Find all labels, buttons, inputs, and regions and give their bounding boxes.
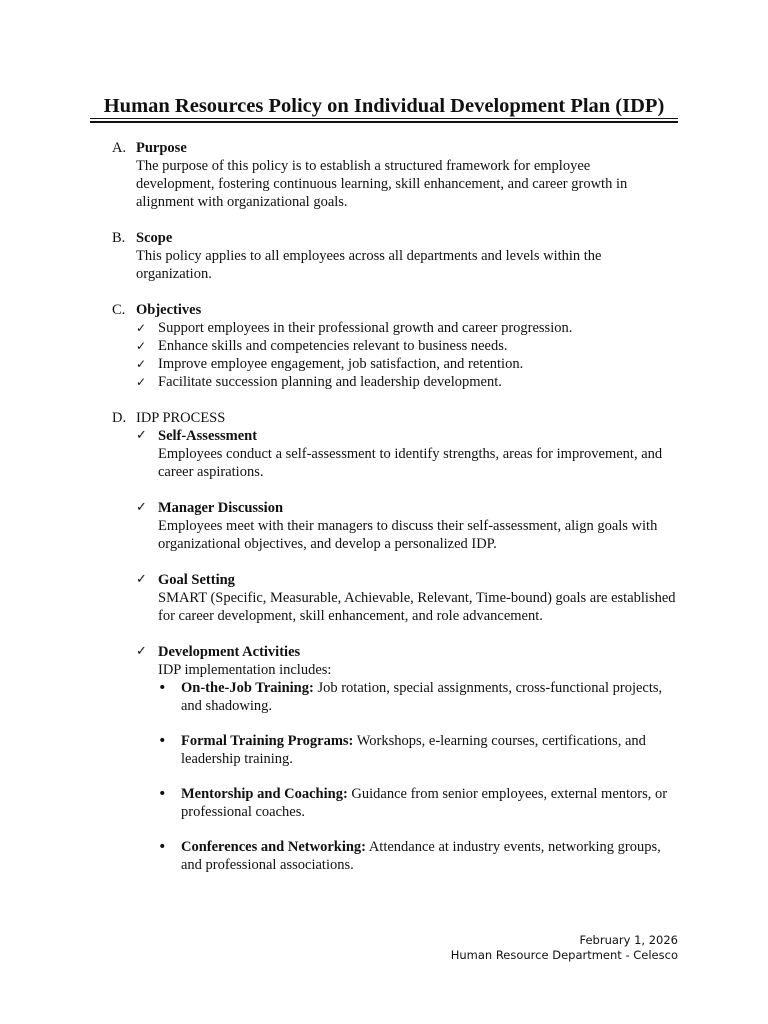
list-item: [158, 732, 678, 768]
activity-text: Attendance at industry events, networking groups, and professional associations.: [181, 839, 661, 873]
section-title: Scope: [136, 230, 173, 246]
step-self-assessment: [136, 427, 768, 481]
activity-label: Conferences and Networking:: [181, 839, 366, 855]
activity-label: On-the-Job Training:: [181, 680, 314, 696]
list-item: [136, 319, 768, 337]
step-description: SMART (Specific, Measurable, Achievable, Relevant, Time-bound) goals are established for career development, skill enhancement, and role advancement.: [158, 590, 676, 624]
list-item: [158, 838, 678, 874]
bullet-icon: •: [158, 680, 167, 696]
objective-text: Enhance skills and competencies relevant to business needs.: [158, 338, 508, 354]
list-item: [136, 373, 768, 391]
section-objectives: [0, 301, 768, 391]
step-title: Development Activities: [158, 644, 301, 660]
section-letter: D.: [112, 410, 127, 426]
list-item: [158, 785, 678, 821]
checkmark-icon: ✓: [136, 357, 147, 371]
section-title: IDP PROCESS: [136, 410, 226, 426]
activity-label: Formal Training Programs:: [181, 733, 354, 749]
page-footer: [451, 933, 678, 963]
step-description: Employees conduct a self-assessment to identify strengths, areas for improvement, and career aspirations.: [158, 446, 663, 480]
checkmark-icon: ✓: [136, 339, 147, 353]
step-goal-setting: [136, 571, 768, 625]
checkmark-icon: ✓: [136, 375, 147, 389]
bullet-icon: •: [158, 839, 167, 855]
section-purpose: [0, 139, 768, 211]
bullet-icon: •: [158, 786, 167, 802]
checkmark-icon: ✓: [136, 321, 147, 335]
step-development-activities: [136, 643, 768, 874]
section-scope: [0, 229, 768, 283]
section-title: Objectives: [136, 302, 202, 318]
activity-text: Guidance from senior employees, external mentors, or professional coaches.: [181, 786, 668, 820]
document-title: Human Resources Policy on Individual Development Plan (IDP): [103, 95, 665, 117]
objective-text: Support employees in their professional growth and career progression.: [158, 320, 573, 336]
development-activities-list: [158, 679, 768, 874]
section-letter: C.: [112, 302, 126, 318]
footer-date: February 1, 2026: [579, 933, 678, 947]
checkmark-icon: ✓: [136, 500, 147, 515]
footer-department: Human Resource Department - Celesco: [450, 948, 678, 962]
activity-label: Mentorship and Coaching:: [181, 786, 348, 802]
objective-text: Improve employee engagement, job satisfaction, and retention.: [158, 356, 524, 372]
section-letter: A.: [112, 140, 127, 156]
checkmark-icon: ✓: [136, 572, 147, 587]
list-item: [136, 355, 768, 373]
title-underline-thick: [90, 121, 678, 123]
step-manager-discussion: [136, 499, 768, 553]
step-description: IDP implementation includes:: [158, 662, 332, 678]
checkmark-icon: ✓: [136, 428, 147, 443]
title-underline-thin: [90, 118, 678, 119]
checkmark-icon: ✓: [136, 644, 147, 659]
bullet-icon: •: [158, 733, 167, 749]
list-item: [136, 337, 768, 355]
list-item: [158, 679, 678, 715]
step-title: Goal Setting: [158, 572, 235, 588]
objectives-list: [136, 319, 768, 391]
step-title: Self-Assessment: [158, 428, 258, 444]
document-body: [0, 139, 768, 892]
step-description: Employees meet with their managers to discuss their self-assessment, align goals with organizational objectives, and develop a personalized IDP.: [158, 518, 658, 552]
activity-text: Job rotation, special assignments, cross-functional projects, and shadowing.: [181, 680, 663, 714]
section-idp-process: [0, 409, 768, 874]
objective-text: Facilitate succession planning and leadership development.: [158, 374, 502, 390]
step-title: Manager Discussion: [158, 500, 284, 516]
section-title: Purpose: [136, 140, 187, 156]
activity-text: Workshops, e-learning courses, certifications, and leadership training.: [181, 733, 646, 767]
section-paragraph: The purpose of this policy is to establish a structured framework for employee development, fostering continuous learning, skill enhancement, and career growth in alignment with organizational goals.: [136, 158, 628, 210]
section-paragraph: This policy applies to all employees across all departments and levels within the organization.: [136, 248, 602, 282]
section-letter: B.: [112, 230, 126, 246]
